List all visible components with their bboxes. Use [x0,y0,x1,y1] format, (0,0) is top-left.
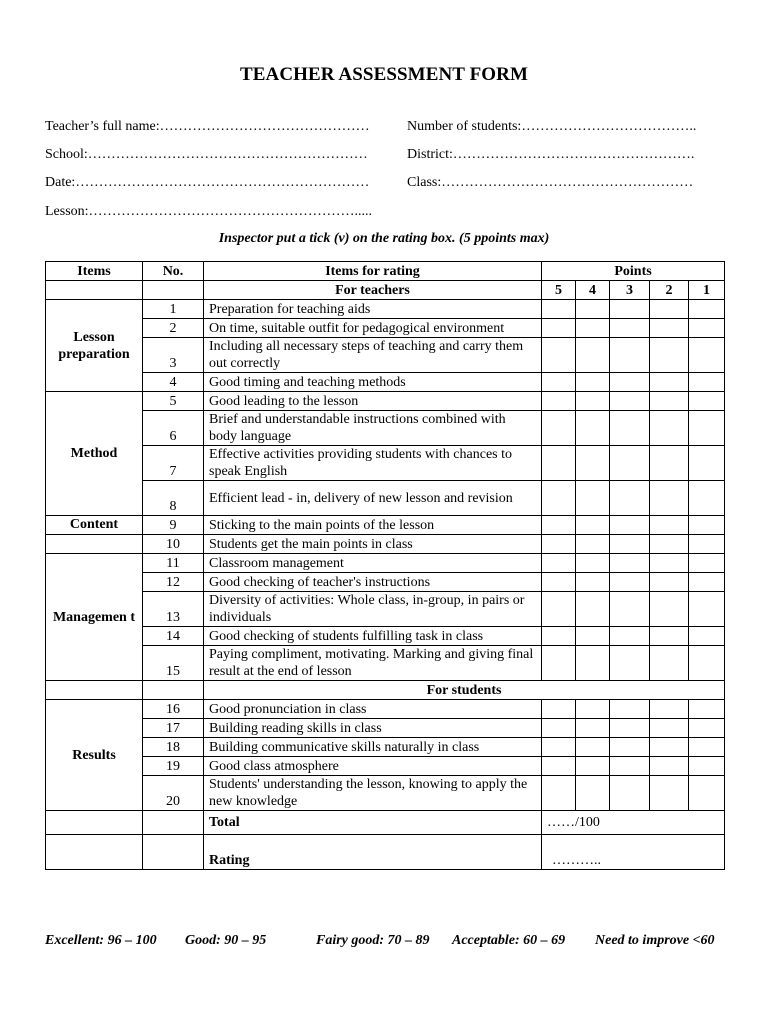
group-method: Method [46,392,143,516]
scale-good: Good: 90 – 95 [185,933,267,948]
points-3-label: 3 [610,281,650,300]
row-number: 3 [143,338,204,373]
tick-box[interactable] [650,592,689,627]
for-students-label: For students [204,681,725,700]
row-number: 13 [143,592,204,627]
tick-box[interactable] [650,757,689,776]
tick-box[interactable] [610,776,650,811]
for-teachers-row [46,281,725,300]
row-number: 18 [143,738,204,757]
total-row [46,811,725,835]
lesson-field[interactable]: Lesson:…………………………………………………..... [45,204,373,219]
tick-box[interactable] [610,411,650,446]
tick-box[interactable] [610,592,650,627]
rating-table [45,261,725,870]
tick-box[interactable] [576,411,610,446]
tick-box[interactable] [610,319,650,338]
table-row [46,411,725,446]
row-text: Good timing and teaching methods [204,373,542,392]
tick-box[interactable] [610,516,650,535]
row-text: Students get the main points in class [204,535,542,554]
tick-box[interactable] [650,700,689,719]
table-row [46,738,725,757]
tick-box[interactable] [542,700,576,719]
row-text: Students' understanding the lesson, knowing to apply the new knowledge [204,776,542,811]
table-row [46,338,725,373]
row-text: Effective activities providing students with chances to speak English [204,446,542,481]
tick-box[interactable] [650,411,689,446]
tick-box[interactable] [542,776,576,811]
row-number: 16 [143,700,204,719]
tick-box[interactable] [542,719,576,738]
tick-box[interactable] [610,573,650,592]
row-number: 5 [143,392,204,411]
table-row [46,627,725,646]
tick-box[interactable] [650,338,689,373]
scale-excellent: Excellent: 96 – 100 [45,933,157,948]
tick-box[interactable] [610,481,650,516]
tick-box[interactable] [610,338,650,373]
tick-box[interactable] [542,319,576,338]
tick-box[interactable] [610,446,650,481]
tick-box[interactable] [650,300,689,319]
tick-box[interactable] [542,300,576,319]
row-text: Building communicative skills naturally in class [204,738,542,757]
tick-box[interactable] [576,573,610,592]
tick-box[interactable] [576,535,610,554]
table-row [46,592,725,627]
row-number: 4 [143,373,204,392]
tick-box[interactable] [650,373,689,392]
tick-box[interactable] [576,516,610,535]
tick-box[interactable] [542,554,576,573]
points-header: Points [542,262,725,281]
tick-box[interactable] [689,300,725,319]
tick-box[interactable] [650,535,689,554]
tick-box[interactable] [576,757,610,776]
tick-box[interactable] [610,757,650,776]
row-text: Good checking of teacher's instructions [204,573,542,592]
tick-box[interactable] [576,738,610,757]
table-row [46,446,725,481]
tick-box[interactable] [576,338,610,373]
form-title: TEACHER ASSESSMENT FORM [239,64,529,85]
table-header-row [46,262,725,281]
tick-box[interactable] [689,719,725,738]
scale-fairly-good: Fairy good: 70 – 89 [316,933,430,948]
row-number: 7 [143,446,204,481]
tick-box[interactable] [689,516,725,535]
tick-box[interactable] [610,554,650,573]
table-row [46,319,725,338]
no-header: No. [143,262,204,281]
row-text: Sticking to the main points of the lesson [204,516,542,535]
tick-box[interactable] [542,646,576,681]
row-text: Including all necessary steps of teaching and carry them out correctly [204,338,542,373]
tick-box[interactable] [542,338,576,373]
tick-box[interactable] [689,627,725,646]
tick-box[interactable] [610,646,650,681]
total-value[interactable]: ……/100 [542,811,725,835]
row-number: 12 [143,573,204,592]
tick-box[interactable] [650,446,689,481]
tick-box[interactable] [650,738,689,757]
tick-box[interactable] [650,646,689,681]
points-1-label: 1 [689,281,725,300]
table-row [46,719,725,738]
tick-box[interactable] [689,592,725,627]
group-content: Content [46,516,143,535]
tick-box[interactable] [542,627,576,646]
for-teachers-label: For teachers [204,281,542,300]
tick-box[interactable] [610,719,650,738]
group-management: Managemen t [46,554,143,681]
tick-box[interactable] [576,446,610,481]
rating-instruction: Inspector put a tick (v) on the rating box. (5 ppoints max) [218,231,550,246]
tick-box[interactable] [610,738,650,757]
tick-box[interactable] [542,516,576,535]
tick-box[interactable] [650,776,689,811]
tick-box[interactable] [689,554,725,573]
tick-box[interactable] [650,554,689,573]
tick-box[interactable] [610,700,650,719]
tick-box[interactable] [650,516,689,535]
tick-box[interactable] [576,373,610,392]
table-row [46,700,725,719]
row-text: Preparation for teaching aids [204,300,542,319]
tick-box[interactable] [650,481,689,516]
points-5-label: 5 [542,281,576,300]
tick-box[interactable] [542,738,576,757]
total-label: Total [204,811,542,835]
tick-box[interactable] [542,411,576,446]
tick-box[interactable] [576,319,610,338]
rating-row [46,835,725,870]
tick-box[interactable] [689,392,725,411]
tick-box[interactable] [689,373,725,392]
row-text: Good checking of students fulfilling task in class [204,627,542,646]
tick-box[interactable] [576,592,610,627]
table-row [46,516,725,535]
tick-box[interactable] [576,719,610,738]
group-results: Results [46,700,143,811]
row-text: Classroom management [204,554,542,573]
points-4-label: 4 [576,281,610,300]
date-field[interactable]: Date:……………………………………………………… [45,175,370,190]
row-number: 9 [143,516,204,535]
tick-box[interactable] [689,411,725,446]
row-number: 20 [143,776,204,811]
tick-box[interactable] [542,535,576,554]
table-row [46,646,725,681]
tick-box[interactable] [610,373,650,392]
tick-box[interactable] [689,535,725,554]
tick-box[interactable] [689,446,725,481]
row-text: Good pronunciation in class [204,700,542,719]
row-number: 8 [143,481,204,516]
tick-box[interactable] [689,573,725,592]
group-lesson-preparation: Lesson preparation [46,300,143,392]
table-row [46,573,725,592]
row-number: 19 [143,757,204,776]
tick-box[interactable] [689,319,725,338]
tick-box[interactable] [689,757,725,776]
row-text: On time, suitable outfit for pedagogical environment [204,319,542,338]
items-header: Items [46,262,143,281]
tick-box[interactable] [689,700,725,719]
row-text: Building reading skills in class [204,719,542,738]
tick-box[interactable] [542,373,576,392]
row-text: Good class atmosphere [204,757,542,776]
table-row [46,535,725,554]
tick-box[interactable] [610,627,650,646]
row-number: 2 [143,319,204,338]
row-number: 1 [143,300,204,319]
tick-box[interactable] [650,719,689,738]
tick-box[interactable] [542,392,576,411]
tick-box[interactable] [542,573,576,592]
tick-box[interactable] [689,338,725,373]
tick-box[interactable] [689,738,725,757]
scale-acceptable: Acceptable: 60 – 69 [452,933,566,948]
row-number: 14 [143,627,204,646]
number-of-students-field[interactable]: Number of students:……………………………….. [407,119,697,134]
table-row [46,776,725,811]
tick-box[interactable] [650,319,689,338]
row-text: Diversity of activities: Whole class, in-group, in pairs or individuals [204,592,542,627]
table-row [46,757,725,776]
tick-box[interactable] [542,757,576,776]
tick-box[interactable] [610,535,650,554]
row-number: 17 [143,719,204,738]
row-text: Good leading to the lesson [204,392,542,411]
rating-label: Rating [204,835,542,870]
tick-box[interactable] [689,646,725,681]
table-row [46,392,725,411]
tick-box[interactable] [542,592,576,627]
tick-box[interactable] [610,300,650,319]
class-field[interactable]: Class:……………………………………………… [407,175,694,190]
row-number: 10 [143,535,204,554]
tick-box[interactable] [576,627,610,646]
tick-box[interactable] [576,392,610,411]
tick-box[interactable] [689,481,725,516]
teacher-name-field[interactable]: Teacher’s full name:……………………………………… [45,119,370,134]
points-2-label: 2 [650,281,689,300]
table-row [46,373,725,392]
scale-need-to-improve: Need to improve <60 [595,933,715,948]
row-text: Efficient lead - in, delivery of new lesson and revision [204,481,542,516]
row-text: Paying compliment, motivating. Marking and giving final result at the end of lesson [204,646,542,681]
row-number: 11 [143,554,204,573]
items-for-rating-header: Items for rating [204,262,542,281]
tick-box[interactable] [689,776,725,811]
tick-box[interactable] [576,481,610,516]
rating-value[interactable]: ……….. [542,835,725,870]
tick-box[interactable] [650,573,689,592]
tick-box[interactable] [576,554,610,573]
tick-box[interactable] [650,627,689,646]
district-field[interactable]: District:……………………………………………. [407,147,695,162]
table-row [46,554,725,573]
tick-box[interactable] [542,446,576,481]
tick-box[interactable] [576,776,610,811]
row-text: Brief and understandable instructions combined with body language [204,411,542,446]
table-row [46,481,725,516]
tick-box[interactable] [610,392,650,411]
table-row [46,300,725,319]
tick-box[interactable] [576,300,610,319]
for-students-row [46,681,725,700]
row-number: 15 [143,646,204,681]
tick-box[interactable] [576,646,610,681]
tick-box[interactable] [650,392,689,411]
row-number: 6 [143,411,204,446]
tick-box[interactable] [542,481,576,516]
school-field[interactable]: School:…………………………………………………… [45,147,368,162]
tick-box[interactable] [576,700,610,719]
